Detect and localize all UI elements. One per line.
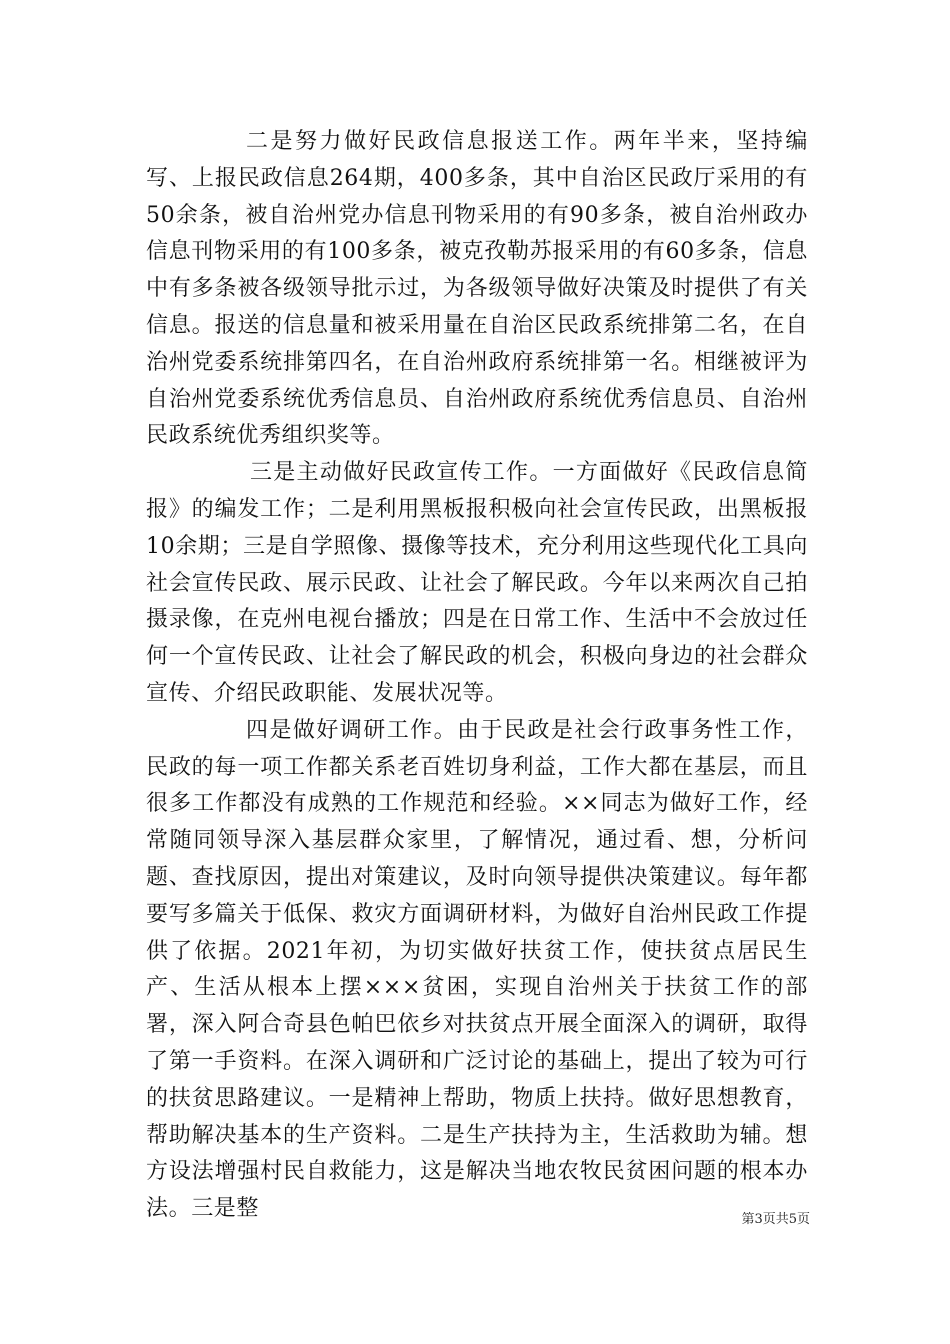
- paragraph-publicity-work: 三是主动做好民政宣传工作。一方面做好《民政信息简报》的编发工作；二是利用黑板报积极向社会宣传民政，出黑板报10余期；三是自学照像、摄像等技术，充分利用这些现代化工具向社会宣传民政、展示民政、让社会了解民政。今年以来两次自己拍摄录像，在克州电视台播放；四是在日常工作、生活中不会放过任何一个宣传民政、让社会了解民政的机会，积极向身边的社会群众宣传、介绍民政职能、发展状况等。: [146, 460, 808, 706]
- paragraph-research-work: 四是做好调研工作。由于民政是社会行政事务性工作，民政的每一项工作都关系老百姓切身利益，工作大都在基层，而且很多工作都没有成熟的工作规范和经验。××同志为做好工作，经常随同领导深入基层群众家里，了解情况，通过看、想，分析问题、查找原因，提出对策建议，及时向领导提供决策建议。每年都要写多篇关于低保、救灾方面调研材料，为做好自治州民政工作提供了依据。2021年初，为切实做好扶贫工作，使扶贫点居民生产、生活从根本上摆×××贫困，实现自治州关于扶贫工作的部署，深入阿合奇县色帕巴依乡对扶贫点开展全面深入的调研，取得了第一手资料。在深入调研和广泛讨论的基础上，提出了较为可行的扶贫思路建议。一是精神上帮助，物质上扶持。做好思想教育，帮助解决基本的生产资料。二是生产扶持为主，生活救助为辅。想方设法增强村民自救能力，这是解决当地农牧民贫困问题的根本办法。三是整: [146, 717, 808, 1222]
- page-number-footer: 第3页共5页: [741, 1212, 810, 1227]
- document-body: [146, 124, 808, 1228]
- paragraph-information-reporting: 二是努力做好民政信息报送工作。两年半来，坚持编写、上报民政信息264期，400多条，其中自治区民政厅采用的有50余条，被自治州党办信息刊物采用的有90多条，被自治州政办信息刊物采用的有100多条，被克孜勒苏报采用的有60多条，信息中有多条被各级领导批示过，为各级领导做好决策及时提供了有关信息。报送的信息量和被采用量在自治区民政系统排第二名，在自治州党委系统排第四名，在自治州政府系统排第一名。相继被评为自治州党委系统优秀信息员、自治州政府系统优秀信息员、自治州民政系统优秀组织奖等。: [146, 129, 808, 449]
